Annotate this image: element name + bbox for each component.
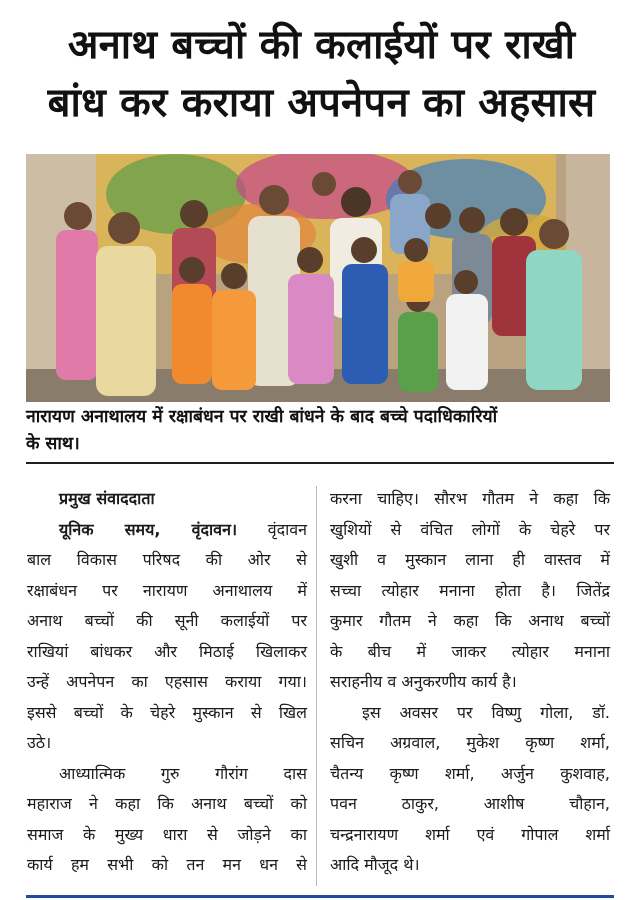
article-line: सचिन अग्रवाल, मुकेश कृष्ण शर्मा,: [330, 733, 610, 752]
group-photo-icon: [26, 154, 610, 402]
article-line: आदि मौजूद थे।: [330, 855, 420, 874]
article-line: रक्षाबंधन पर नारायण अनाथालय में: [27, 580, 307, 600]
article-line: सच्चा त्योहार मनाना होता है। जितेंद्र: [330, 580, 610, 600]
article-line: खुशियों से वंचित लोगों के चेहरे पर: [330, 519, 610, 539]
article-line: करना चाहिए। सौरभ गौतम ने कहा कि: [330, 489, 610, 508]
byline: प्रमुख संवाददाता: [59, 489, 155, 508]
caption-divider: [26, 462, 614, 464]
column-divider: [316, 486, 317, 886]
article-line: बाल विकास परिषद की ओर से: [27, 550, 307, 569]
article-line: आध्यात्मिक गुरु गौरांग दास: [59, 763, 307, 783]
article-line: के बीच में जाकर त्योहार मनाना: [330, 641, 610, 661]
article-line: राखियां बांधकर और मिठाई खिलाकर: [27, 641, 307, 661]
article-line: सराहनीय व अनुकरणीय कार्य है।: [330, 672, 517, 691]
headline: [10, 16, 633, 132]
caption-line-2: के साथ।: [26, 434, 80, 454]
bottom-rule: [26, 895, 614, 898]
article-line: समाज के मुख्य धारा से जोड़ने का: [27, 824, 307, 844]
article-line: इस अवसर पर विष्णु गोला, डॉ.: [362, 702, 610, 722]
article-line: चैतन्य कृष्ण शर्मा, अर्जुन कुशवाह,: [330, 763, 610, 783]
article-line: इससे बच्चों के चेहरे मुस्कान से खिल: [27, 702, 307, 722]
article-line: कार्य हम सभी को तन मन धन से: [27, 855, 307, 874]
photo-caption: [26, 404, 616, 458]
caption-line-1: नारायण अनाथालय में रक्षाबंधन पर राखी बांधने के बाद बच्चे पदाधिकारियों: [26, 407, 498, 427]
article-line: पवन ठाकुर, आशीष चौहान,: [330, 794, 610, 813]
headline-line-2: बांध कर कराया अपनेपन का अहसास: [47, 80, 596, 126]
dateline: यूनिक समय, वृंदावन।: [59, 519, 238, 539]
article-line: उन्हें अपनेपन का एहसास कराया गया।: [27, 672, 307, 691]
article-line: अनाथ बच्चों की सूनी कलाईयों पर: [27, 611, 307, 630]
article-line: महाराज ने कहा कि अनाथ बच्चों को: [27, 794, 307, 813]
article-line: चन्द्रनारायण शर्मा एवं गोपाल शर्मा: [330, 824, 610, 844]
news-photo: [26, 154, 610, 402]
article-line: कुमार गौतम ने कहा कि अनाथ बच्चों: [330, 611, 610, 630]
article-column-right: [330, 484, 610, 881]
article-line: उठे।: [27, 733, 52, 752]
article-line: यूनिक समय, वृंदावन। वृंदावन: [59, 519, 307, 539]
headline-line-1: अनाथ बच्चों की कलाईयों पर राखी: [67, 22, 576, 68]
article-column-left: [27, 484, 307, 881]
article-line: खुशी व मुस्कान लाना ही वास्तव में: [330, 550, 610, 569]
